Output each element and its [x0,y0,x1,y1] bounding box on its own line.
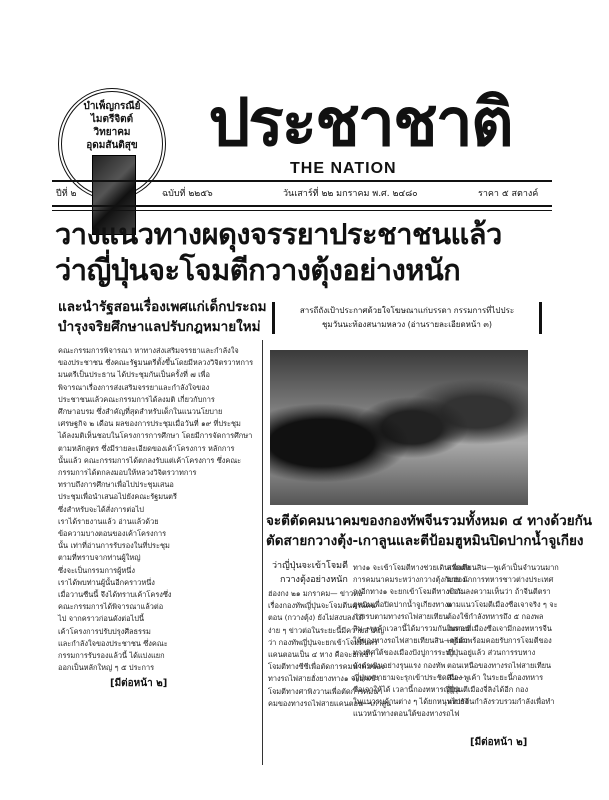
text-line: แคนตอนเป็น ๔ ทาง คือจะยกเข้า [268,650,373,660]
text-line: ซือเจาให้ได้ เวลานี้กองทหารญี่ปุ่น [353,685,460,695]
lower-article-column2 [353,562,471,721]
text-line: ประชุมเพื่อนำเสนอไปยังคณะรัฐมนตรี [58,492,177,502]
text-line: พากันลงความเห็นว่า ถ้าจีนตีตรา [447,587,551,597]
text-line: สิน—พูเค้าเวลานี้ได้มารวมกันในตอน [353,624,470,634]
text-line: การรบตามทางรถไฟสายเทียน [353,611,448,621]
seal-line: อุดมสันติสุข [86,140,138,151]
text-line: เศรษฐกิจ ๒ เดือน ผลของการประชุมเมื่อวันที่ ๑๙ ที่ประชุม [58,419,241,429]
text-line: ซึ่งสำหรับจะได้สั่งการต่อไป [58,504,144,514]
text-line: คณะกรรมการพิจารณา หาทางส่งเสริมจรรยาและกำลังใจ [58,346,239,355]
text-line: ไป จากคราวก่อนดังต่อไปนี้ [58,614,144,624]
lower-article-headline1: จะตีตัดคมนาคมของกองทัพจีนรวมทั้งหมด ๔ ทางด้วยกัน [266,513,593,529]
text-line: ญี่ปุ่นอยู่แล้ว ส่วนการรบทาง [447,648,536,658]
text-line: ศึกษาอบรม ซึ่งสำคัญที่สุดสำหรับเด็กในแนวนโยบาย [58,407,223,417]
text-line: ข้อความบางตอนของเค้าโครงการ [58,529,167,539]
text-line: ตามที่ทราบจากท่านผู้ใหญ่ [58,553,141,563]
text-line: มาย นักการทหารชาวต่างประเทศ [447,575,554,585]
continued-note: [มีต่อหน้า ๒] [110,678,168,689]
left-article-subhead2: บำรุงจริยศึกษาแลปรับกฎหมายใหม่ [58,319,261,335]
text-line: คณะกรรมการได้พิจารณาแล้วต่อ [58,602,164,612]
masthead-rule [52,180,552,182]
text-line: ได้ลงมติเห็นชอบในโครงการการศึกษา โดยมีการจัดการศึกษา [58,431,253,441]
text-line: ตอน (กวางตุ้ง) ยังไม่สงบลงได้ [268,613,364,623]
text-line: พิจารณาเรื่องการส่งเสริมจรรยาและกำลังใจของ [58,382,210,392]
text-line: ตามหลักสูตร ซึ่งมีรายละเอียดของเค้าโครงการ หลักการ [58,443,235,453]
left-article-body [58,345,258,674]
text-line: เมื่อวานซืนนี้ จึงได้ทราบเค้าโครงซึ่ง [58,590,172,600]
newspaper-title: ประชาชาติ [208,83,512,161]
text-line: ฮ่องกง ๒๑ มกราคม— ข่าวต่อ [268,589,363,598]
text-line: ต้องใช้กำลังทหารถึง ๕ กองพล [447,611,544,621]
text-line: เราได้รายงานแล้ว อ่านแล้วด้วย [58,516,159,526]
left-article-subhead1: และนำรัฐสอนเรื่องเพศแก่เด็กประถม [58,299,267,315]
text-line: กงอีกทาง๑ จะยกเข้าโจมตีทางป้อม [353,587,464,597]
text-line: ญี่ปุ่นตีเมืองจี่ลิงได้อีก กอง [447,685,529,695]
text-line: ในแนวรบด้านต่าง ๆ ได้ยกหนุนไปยัง [353,697,469,707]
text-line: ทางรถไฟสายฮั่งยางทาง๑ จะยกเข้า [268,674,380,684]
text-line: เตรียมพร้อมคอยรับการโจมตีของ [447,636,552,646]
price: ราคา ๕ สตางค์ [478,189,539,199]
text-line: เราได้พบท่านผู้นั้นอีกคราวหนึ่ง [58,577,155,587]
main-headline-line1: วางแนวทางผดุงจรรยาประชาชนแล้ว [55,217,502,251]
volume-number: ปีที่ ๒ [56,189,77,199]
info-rule-top [52,205,552,207]
lower-article-headline2: ตัดสายกวางตุ้ง-เกาลูนและตีป้อมฮูหมินปิดปากน้ำจูเกียง [266,533,584,549]
text-line: ของประชาชน ซึ่งคณะรัฐมนตรีตั้งขึ้นโดยมีหลวงวิจิตรวาทการ [58,358,254,368]
continued-note: [มีต่อหน้า ๒] [470,737,528,748]
lower-article-column3 [447,562,559,708]
text-line: เพราะที่เมืองซือเจามีกองทหารจีน [447,624,552,634]
lower-article-column1 [268,588,392,710]
text-line: สายเทียนสิน—พูเค้าเป็นจำนวนมาก [447,563,559,572]
text-line: ซึ่งจะเป็นกรรมการผู้หนึ่ง [58,565,135,575]
text-line: ทาง๑ จะเข้าโจมตีทางช่วยเดินเพื่อตัด [353,563,471,572]
text-line: ตามแนวโจมตีเมืองซือเจาจริง ๆ จะ [447,599,558,609]
seal-line: วิทยาคม [93,127,131,138]
text-line: ออกเป็นหลักใหญ่ ๆ ๕ ประการ [58,663,155,673]
text-line: สิน—พูเค้า ในระยะนี้กองทหาร [447,672,544,682]
info-rule-bottom [52,210,552,211]
text-line: ประชาชนแล้วคณะกรรมการได้ลงมติ เกี่ยวกับการ [58,394,215,404]
seal-line: ไมตรีจิตต์ [90,114,134,125]
issue-date: วันเสาร์ที่ ๒๒ มกราคม พ.ศ. ๒๔๘๐ [283,189,418,199]
text-line: ฮูหมินเพื่อปิดปากน้ำจูเกียงทาง๑ [353,599,453,609]
issue-number: ฉบับที่ ๒๒๕๖ [162,189,213,199]
photo-caption [272,302,542,334]
text-line: แนวหน้าทางตอนใต้ของทางรถไฟ [353,709,460,719]
text-line: กรรมการได้ตกลงมอบให้หลวงวิจิตรวาทการ [58,468,197,478]
text-line: ดังดำเนินอย่างรุนแรง กองทัพ [353,660,446,670]
column-title1: ว่าญี่ปุ่นจะเข้าโจมตี [272,561,348,571]
text-line: นั้น เท่าที่อ่านการรับรองในที่ประชุม [58,541,170,551]
news-photo [270,350,528,505]
text-line: นั้นแล้ว คณะกรรมการได้ตกลงรับแต่เค้าโครงการ ซึ่งคณะ [58,455,242,465]
text-line: โจมตีทางศาพิงวานเพื่อตัดการคมนา [268,686,383,696]
text-line: ญี่ปุ่นพยายามจะรุกเข้าประชิดเมือง [353,672,463,682]
text-line: ใต้ของทางรถไฟสายเทียนสิน—พูเค้า [353,636,468,646]
text-line: ว่า กองทัพญี่ปุ่นจะยกเข้าโจมตีนคร [268,637,378,647]
text-line: และกำลังใจของประชาชน ซึ่งคณะ [58,638,168,648]
text-line: ง่าย ๆ ข่าวต่อในระยะนี้มีความสำคัญ [268,625,385,635]
text-line: โจมตีทางซีซีเพื่อตัดการคมนาคมของ [268,662,385,672]
text-line: ทหารจีนกำลังรวบรวมกำลังเพื่อทำ [447,697,555,707]
text-line: ตอนเหนือของทางรถไฟสายเทียน [447,660,552,670]
caption-line: ชุมวันนะท้องสนามหลวง (อ่านรายละเอียดหน้า ๓) [322,320,492,329]
text-line: มนตรีเป็นประธาน ได้ประชุมกันเป็นครั้งที่ ๗ เพื่อ [58,370,210,380]
seal-line: บำเพ็ญกรณีย์ [83,101,141,112]
text-line: การคมนาคมระหว่างกวางตุ้งกับฮ่อง [353,575,466,585]
newspaper-subtitle: THE NATION [290,160,397,177]
main-headline-line2: ว่าญี่ปุ่นจะโจมตีกวางตุ้งอย่างหนัก [55,253,461,287]
text-line: เรื่องกองทัพญี่ปุ่นจะโจมตีนครแคน [268,601,376,611]
text-line: ทางทิศใต้ของเมืองปังปูการระทำ [353,648,455,658]
column-divider [262,340,263,765]
text-line: คมของทางรถไฟสายแคนตอน—เกาลูน [268,698,392,708]
caption-line: สารถีถังเป้าประกาศด้วยใจโฆษณาแก่บรรดา กรรมการที่ไปประ [299,306,515,315]
column-title2: กวางตุ้งอย่างหนัก [280,575,348,585]
text-line: ทราบถึงการศึกษาเพื่อไปประชุมเสนอ [58,480,174,490]
text-line: กรรมการรับรองแล้วนี้ ได้แบ่งแยก [58,651,165,661]
text-line: เค้าโครงการปรับปรุงศีลธรรม [58,626,151,636]
